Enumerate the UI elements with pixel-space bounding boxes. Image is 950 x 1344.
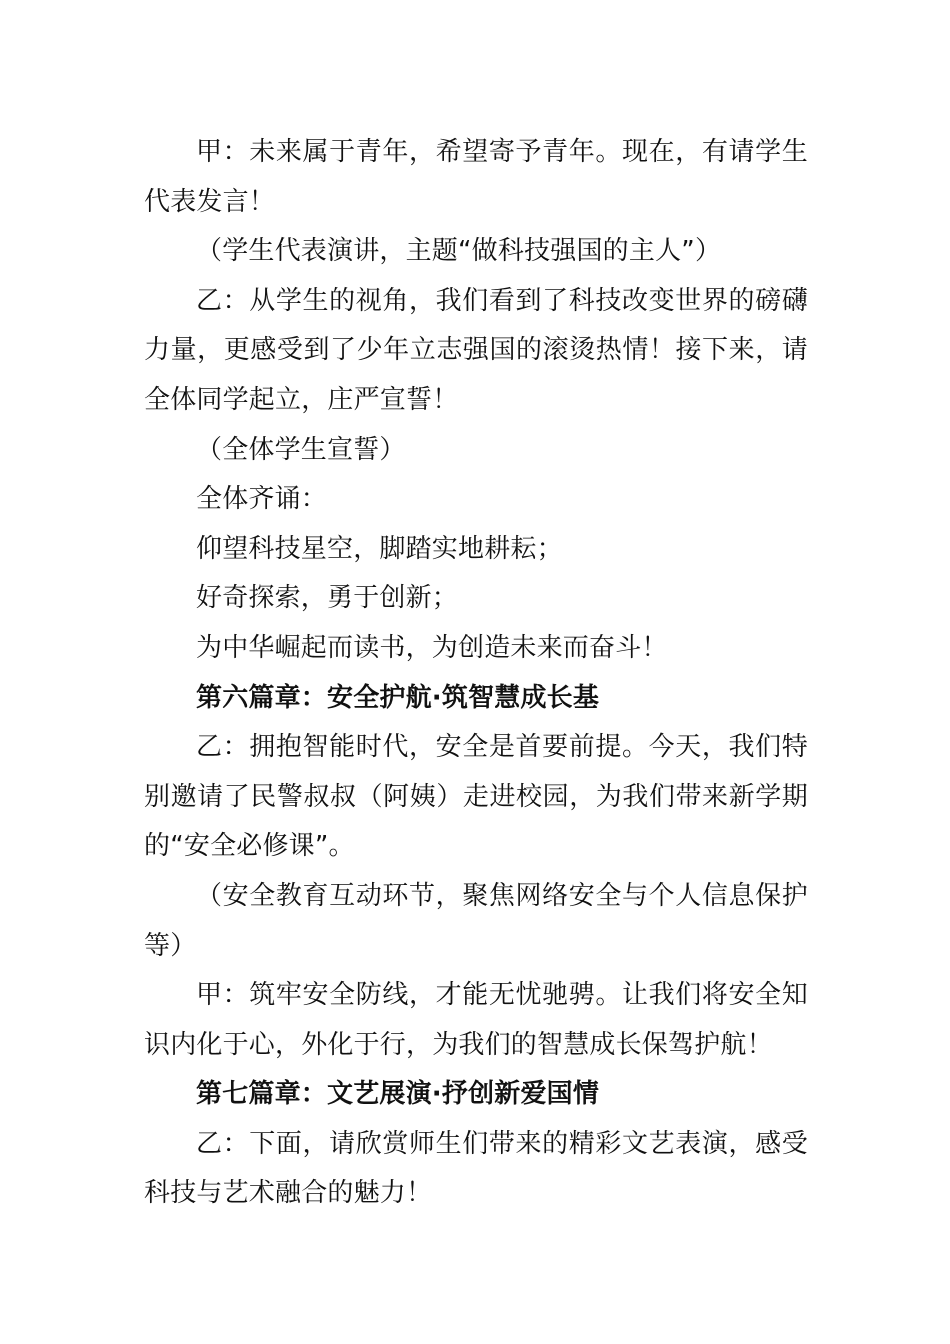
- paragraph-oath-line-2: 好奇探索，勇于创新；: [196, 583, 459, 614]
- paragraph-oath-line-1: 仰望科技星空，脚踏实地耕耘；: [196, 533, 563, 564]
- paragraph-student-speech-intro: 甲：未来属于青年，希望寄予青年。现在，有请学生代表发言！: [144, 137, 808, 217]
- paragraph-stage-direction-speech: （学生代表演讲，主题“做科技强国的主人”）: [196, 236, 722, 267]
- paragraph-performance-intro: 乙：下面，请欣赏师生们带来的精彩文艺表演，感受科技与艺术融合的魅力！: [144, 1128, 808, 1209]
- chapter-six-heading: 第六篇章：安全护航·筑智慧成长基: [196, 682, 600, 713]
- paragraph-safety-closing: 甲：筑牢安全防线，才能无忧驰骋。让我们将安全知识内化于心，外化于行，为我们的智慧成长保驾护航！: [144, 980, 808, 1060]
- paragraph-safety-intro: 乙：拥抱智能时代，安全是首要前提。今天，我们特别邀请了民警叔叔（阿姨）走进校园，为我们带来新学期的“安全必修课”。: [144, 732, 808, 862]
- paragraph-oath-line-3: 为中华崛起而读书，为创造未来而奋斗！: [196, 632, 668, 663]
- document-body: [144, 128, 808, 1219]
- chapter-seven-heading: 第七篇章：文艺展演·抒创新爱国情: [196, 1079, 600, 1110]
- paragraph-stage-direction-safety: （安全教育互动环节，聚焦网络安全与个人信息保护等）: [144, 880, 808, 961]
- paragraph-oath-intro: 乙：从学生的视角，我们看到了科技改变世界的磅礴力量，更感受到了少年立志强国的滚烫热情！接下来，请全体同学起立，庄严宣誓！: [144, 285, 808, 415]
- paragraph-stage-direction-oath: （全体学生宣誓）: [196, 434, 406, 465]
- paragraph-recitation-label: 全体齐诵：: [196, 484, 328, 515]
